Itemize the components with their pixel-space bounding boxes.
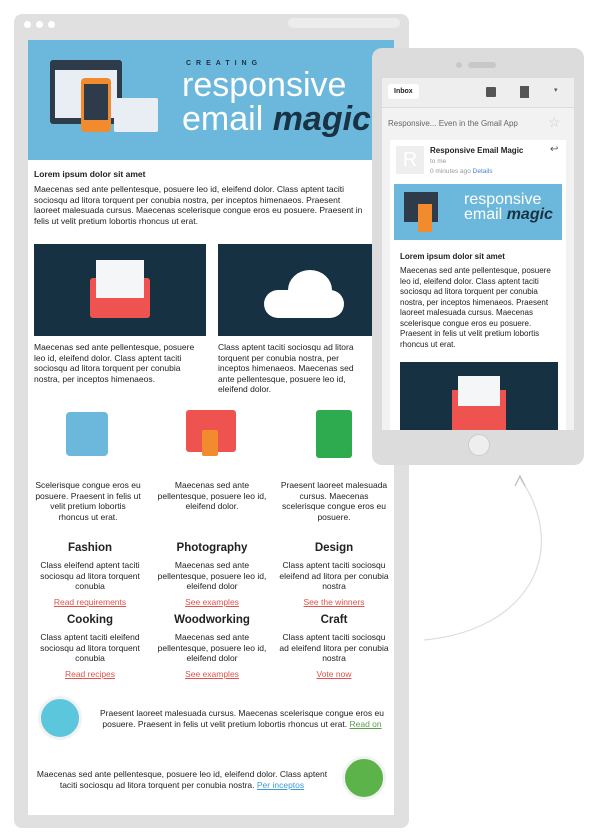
reply-icon[interactable]: ↩ xyxy=(550,144,559,155)
hero-banner xyxy=(28,40,394,160)
address-bar[interactable] xyxy=(288,18,400,28)
category-block xyxy=(156,542,268,610)
letter-icon xyxy=(458,376,500,406)
category-block xyxy=(156,614,268,682)
column-text: Scelerisque congue eros eu posuere. Praesent in felis ut velit pretium lobortis rhoncus ut erat. xyxy=(35,480,141,522)
archive-icon[interactable] xyxy=(486,87,496,97)
sender-name: Responsive Email Magic xyxy=(430,146,524,155)
envelope-illustration-icon xyxy=(114,98,158,132)
document-icon xyxy=(316,410,352,458)
column-text: Maecenas sed ante pellentesque, posuere leo id, eleifend dolor. Class aptent taciti sociosqu ad litora torquent per conubia nostra, per inceptos himenaeos. xyxy=(34,342,195,384)
recipient: to me xyxy=(430,158,447,165)
category-block xyxy=(278,542,390,610)
profile-text: Praesent laoreet malesuada cursus. Maecenas scelerisque congue eros eu posuere. Praesent in felis ut velit pretium lobortis rhoncus ut erat. xyxy=(100,708,384,729)
category-link[interactable]: Read recipes xyxy=(64,668,116,679)
cloud-image xyxy=(218,244,394,336)
phone-camera xyxy=(456,62,462,68)
phone-illustration-icon xyxy=(418,204,432,232)
email-card xyxy=(390,140,566,430)
star-icon[interactable]: ☆ xyxy=(548,114,561,130)
responsive-device-icon xyxy=(186,410,236,452)
avatar xyxy=(38,696,82,740)
trash-icon[interactable] xyxy=(520,86,529,98)
category-body: Class eleifend aptent taciti sociosqu ad litora torquent conubia xyxy=(40,560,140,591)
window-dot xyxy=(48,21,55,28)
hero-title: responsive email magic xyxy=(182,66,371,138)
mobile-title: Lorem ipsum dolor sit amet xyxy=(400,252,505,261)
category-body: Class aptent taciti eleifend sociosqu ad litora torquent conubia xyxy=(40,632,140,663)
email-page xyxy=(28,40,394,815)
category-body: Class aptent taciti sociosqu ad eleifend litora per conubia nostra xyxy=(279,632,389,663)
footer-text: Maecenas sed ante pellentesque, posuere leo id, eleifend dolor. Class aptent taciti sociosqu ad litora torquent per conubia nostra. xyxy=(36,769,328,790)
category-link[interactable]: Vote now xyxy=(316,668,352,679)
category-title: Craft xyxy=(320,614,348,626)
category-title: Design xyxy=(314,542,354,554)
category-link[interactable]: See the winners xyxy=(303,596,365,607)
mobile-envelope-image xyxy=(400,362,558,430)
details-link[interactable]: Details xyxy=(472,168,493,175)
category-block xyxy=(278,614,390,682)
category-title: Cooking xyxy=(67,614,113,626)
mobile-body: Maecenas sed ante pellentesque, posuere leo id, eleifend dolor. Class aptent taciti sociosqu ad litora torquent per conubia nostra, per inceptos himenaeos. Praesent laoreet malesuada cursus. Maecenas scelerisque congue eros eu posuere. Praesent in felis ut velit pretium lobortis rhoncus ut erat. xyxy=(400,266,551,349)
gmail-screen xyxy=(382,78,574,430)
email-subject: Responsive... Even in the Gmail App xyxy=(388,119,518,128)
category-title: Photography xyxy=(176,542,248,554)
category-body: Maecenas sed ante pellentesque, posuere leo id, eleifend dolor xyxy=(157,632,267,663)
category-body: Class aptent taciti sociosqu eleifend ad litora per conubia nostra xyxy=(279,560,389,591)
mini-hero-banner xyxy=(394,184,562,240)
envelope-image xyxy=(34,244,206,336)
letter-icon xyxy=(96,260,144,298)
category-link[interactable]: See examples xyxy=(185,668,239,679)
column-text: Maecenas sed ante pellentesque, posuere leo id, eleifend dolor. xyxy=(157,480,267,511)
per-inceptos-link[interactable]: Per inceptos xyxy=(256,779,305,790)
read-on-link[interactable]: Read on xyxy=(349,718,382,729)
category-link[interactable]: Read requirements xyxy=(53,596,127,607)
mini-hero-title: responsive email magic xyxy=(464,191,553,223)
phone-speaker xyxy=(468,62,496,68)
phone-mockup xyxy=(372,48,584,465)
hero-kicker: CREATING xyxy=(186,60,263,67)
column-text: Class aptent taciti sociosqu ad litora torquent per conubia nostra, per inceptos himenaeos. Maecenas sed ante pellentesque, posuere leo id, eleifend dolor. xyxy=(218,342,354,394)
timestamp: 0 minutes ago xyxy=(430,168,471,175)
inbox-back-button[interactable]: Inbox xyxy=(388,84,419,99)
category-title: Woodworking xyxy=(174,614,250,626)
gmail-toolbar xyxy=(382,78,574,108)
connector-arrow xyxy=(420,470,560,650)
category-body: Maecenas sed ante pellentesque, posuere leo id, eleifend dolor xyxy=(157,560,267,591)
column-text: Praesent laoreet malesuada cursus. Maecenas scelerisque congue eros eu posuere. xyxy=(280,480,388,522)
category-link[interactable]: See examples xyxy=(185,596,239,607)
sender-avatar: R xyxy=(396,146,424,174)
category-block xyxy=(34,614,146,682)
clock-icon xyxy=(342,756,386,800)
window-dot xyxy=(24,21,31,28)
category-block xyxy=(34,542,146,610)
category-title: Fashion xyxy=(67,542,113,554)
home-button[interactable] xyxy=(468,434,490,456)
window-dot xyxy=(36,21,43,28)
intro-title: Lorem ipsum dolor sit amet xyxy=(34,169,146,179)
chevron-down-icon[interactable]: ▾ xyxy=(554,87,558,94)
book-icon xyxy=(66,412,108,456)
phone-illustration-icon xyxy=(81,78,111,132)
intro-body: Maecenas sed ante pellentesque, posuere leo id, eleifend dolor. Class aptent taciti sociosqu ad litora torquent per conubia nostra, per inceptos himenaeos. Praesent laoreet malesuada cursus. Maecenas scelerisque congue eros eu posuere. Praesent in felis ut velit pretium lobortis rhoncus ut erat. xyxy=(34,184,363,226)
